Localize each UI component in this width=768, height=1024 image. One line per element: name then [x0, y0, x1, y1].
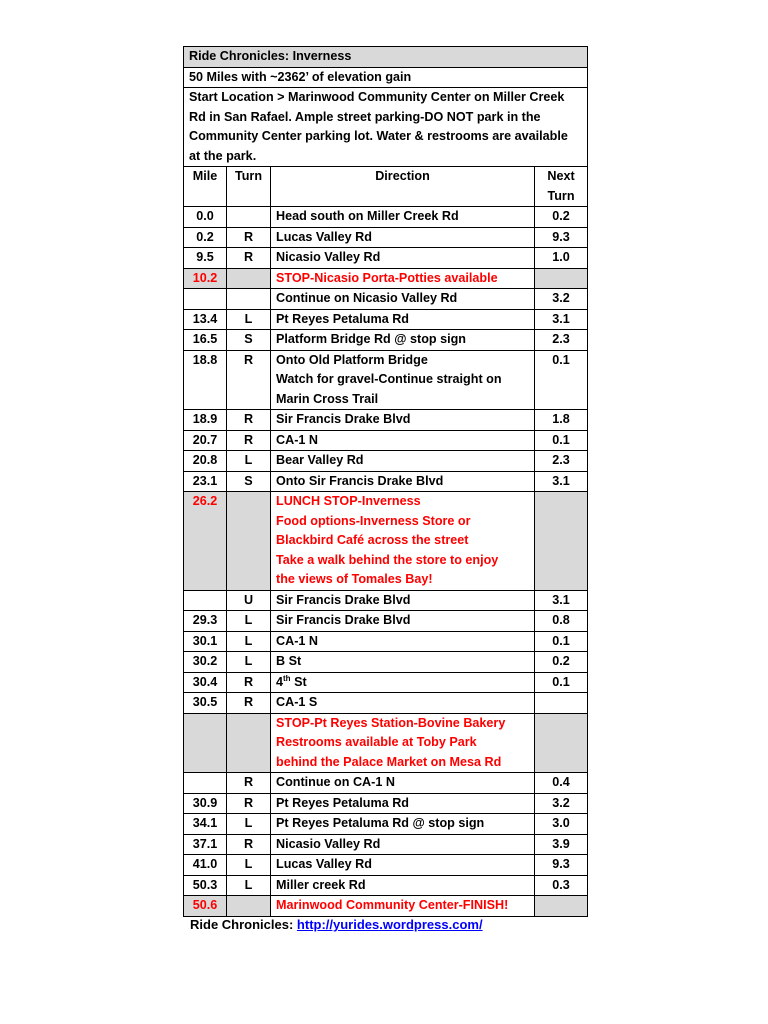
next-turn-cell: 0.2 [535, 652, 588, 673]
table-row [184, 672, 588, 693]
turn-cell: R [227, 693, 271, 714]
next-turn-cell: 2.3 [535, 330, 588, 351]
turn-cell: R [227, 834, 271, 855]
col-turn: Turn [227, 167, 271, 207]
table-row [184, 430, 588, 451]
table-row [184, 855, 588, 876]
table-row [184, 611, 588, 632]
next-turn-cell [535, 896, 588, 917]
direction-line: Watch for gravel-Continue straight on [276, 372, 502, 386]
turn-cell: R [227, 227, 271, 248]
table-row [184, 793, 588, 814]
direction-cell [271, 430, 535, 451]
direction-line: Nicasio Valley Rd [276, 836, 381, 851]
next-turn-cell: 3.2 [535, 793, 588, 814]
table-row [184, 227, 588, 248]
mile-cell: 34.1 [184, 814, 227, 835]
direction-cell [271, 631, 535, 652]
mile-cell [184, 713, 227, 773]
direction-cell [271, 289, 535, 310]
mile-cell: 41.0 [184, 855, 227, 876]
direction-line: Nicasio Valley Rd [276, 250, 381, 264]
direction-line: Pt Reyes Petaluma Rd @ stop sign [276, 816, 485, 830]
direction-cell [271, 451, 535, 472]
direction-line: Onto Sir Francis Drake Blvd [276, 473, 444, 488]
turn-cell: S [227, 330, 271, 351]
direction-cell [271, 268, 535, 289]
turn-cell: R [227, 248, 271, 269]
mile-cell: 0.2 [184, 227, 227, 248]
direction-line: Sir Francis Drake Blvd [276, 592, 411, 607]
direction-line: Head south on Miller Creek Rd [276, 209, 459, 223]
turn-cell [227, 896, 271, 917]
table-row [184, 207, 588, 228]
direction-line: Marinwood Community Center-FINISH! [276, 898, 509, 912]
next-turn-cell: 9.3 [535, 227, 588, 248]
direction-cell [271, 834, 535, 855]
column-header-row [184, 167, 588, 207]
direction-line: CA-1 S [276, 695, 318, 709]
mile-cell: 50.6 [184, 896, 227, 917]
turn-cell: L [227, 652, 271, 673]
table-row [184, 350, 588, 410]
mile-cell: 50.3 [184, 875, 227, 896]
table-row [184, 896, 588, 917]
turn-cell: R [227, 430, 271, 451]
next-turn-cell: 3.0 [535, 814, 588, 835]
turn-cell: R [227, 350, 271, 410]
direction-line: Take a walk behind the store to enjoy [276, 552, 499, 567]
turn-cell: S [227, 471, 271, 492]
next-turn-cell: 1.0 [535, 248, 588, 269]
turn-cell [227, 268, 271, 289]
table-row [184, 631, 588, 652]
next-turn-cell [535, 693, 588, 714]
col-direction: Direction [271, 167, 535, 207]
turn-cell: L [227, 814, 271, 835]
col-next-turn: Next Turn [535, 167, 588, 207]
next-turn-cell: 3.2 [535, 289, 588, 310]
table-row [184, 248, 588, 269]
direction-line: Lucas Valley Rd [276, 229, 372, 244]
table-row [184, 834, 588, 855]
table-row [184, 590, 588, 611]
direction-line: the views of Tomales Bay! [276, 572, 433, 586]
next-turn-cell: 0.4 [535, 773, 588, 794]
direction-cell [271, 350, 535, 410]
mile-cell: 13.4 [184, 309, 227, 330]
direction-cell [271, 309, 535, 330]
table-row [184, 451, 588, 472]
direction-line: CA-1 N [276, 432, 318, 447]
table-row [184, 713, 588, 773]
direction-cell [271, 207, 535, 228]
direction-line: Continue on CA-1 N [276, 775, 395, 789]
table-row [184, 410, 588, 431]
direction-cell [271, 330, 535, 351]
direction-cell [271, 227, 535, 248]
next-turn-cell [535, 492, 588, 591]
direction-cell [271, 855, 535, 876]
ride-title: Ride Chronicles: Inverness [184, 47, 588, 68]
direction-line: STOP-Pt Reyes Station-Bovine Bakery [276, 715, 506, 730]
next-turn-cell: 0.1 [535, 430, 588, 451]
turn-cell: L [227, 451, 271, 472]
turn-cell: R [227, 793, 271, 814]
next-turn-cell: 2.3 [535, 451, 588, 472]
next-turn-cell: 0.3 [535, 875, 588, 896]
turn-cell: U [227, 590, 271, 611]
direction-line: Blackbird Café across the street [276, 533, 469, 547]
direction-line: Lucas Valley Rd [276, 857, 372, 871]
direction-line: Restrooms available at Toby Park [276, 735, 477, 749]
next-turn-cell: 0.1 [535, 672, 588, 693]
turn-cell: L [227, 611, 271, 632]
mile-cell: 26.2 [184, 492, 227, 591]
table-row [184, 471, 588, 492]
mile-cell: 30.5 [184, 693, 227, 714]
direction-cell [271, 248, 535, 269]
direction-line: Bear Valley Rd [276, 453, 364, 467]
turn-cell: L [227, 855, 271, 876]
direction-cell [271, 590, 535, 611]
start-location: Start Location > Marinwood Community Center on Miller Creek Rd in San Rafael. Ample street parking-DO NOT park in the Community Center parking lot. Water & restrooms are available at the park. [184, 88, 588, 167]
direction-line: Miller creek Rd [276, 877, 366, 892]
title-row [184, 47, 588, 68]
next-turn-cell: 3.9 [535, 834, 588, 855]
direction-cell [271, 471, 535, 492]
direction-line: Marin Cross Trail [276, 391, 379, 406]
direction-cell [271, 896, 535, 917]
turn-cell [227, 713, 271, 773]
direction-line: Pt Reyes Petaluma Rd [276, 311, 409, 326]
mile-cell: 30.2 [184, 652, 227, 673]
direction-line: Pt Reyes Petaluma Rd [276, 795, 409, 810]
direction-line: Sir Francis Drake Blvd [276, 412, 411, 426]
direction-line: Sir Francis Drake Blvd [276, 613, 411, 627]
direction-line: B St [276, 654, 302, 668]
table-row [184, 814, 588, 835]
mile-cell: 23.1 [184, 471, 227, 492]
direction-line: 4th St [276, 673, 307, 689]
direction-line: Onto Old Platform Bridge [276, 352, 428, 367]
next-turn-cell: 0.1 [535, 350, 588, 410]
next-turn-cell [535, 713, 588, 773]
direction-line: STOP-Nicasio Porta-Potties available [276, 270, 498, 285]
ride-distance: 50 Miles with ~2362’ of elevation gain [184, 67, 588, 88]
next-turn-cell: 0.2 [535, 207, 588, 228]
direction-line: Food options-Inverness Store or [276, 513, 471, 528]
col-mile: Mile [184, 167, 227, 207]
next-turn-cell: 3.1 [535, 471, 588, 492]
direction-line: LUNCH STOP-Inverness [276, 494, 421, 508]
direction-cell [271, 652, 535, 673]
distance-row [184, 67, 588, 88]
mile-cell: 18.9 [184, 410, 227, 431]
turn-cell: R [227, 410, 271, 431]
footer-link[interactable]: http://yurides.wordpress.com/ [296, 917, 483, 932]
mile-cell: 18.8 [184, 350, 227, 410]
mile-cell: 10.2 [184, 268, 227, 289]
turn-cell [227, 207, 271, 228]
table-row [184, 268, 588, 289]
turn-cell: L [227, 631, 271, 652]
mile-cell: 20.8 [184, 451, 227, 472]
next-turn-cell: 9.3 [535, 855, 588, 876]
table-row [184, 652, 588, 673]
direction-cell [271, 814, 535, 835]
turn-cell: R [227, 672, 271, 693]
mile-cell: 30.9 [184, 793, 227, 814]
next-turn-cell [535, 268, 588, 289]
turn-cell [227, 289, 271, 310]
mile-cell: 9.5 [184, 248, 227, 269]
mile-cell: 29.3 [184, 611, 227, 632]
mile-cell: 0.0 [184, 207, 227, 228]
table-row [184, 875, 588, 896]
next-turn-cell: 0.1 [535, 631, 588, 652]
turn-cell [227, 492, 271, 591]
mile-cell: 16.5 [184, 330, 227, 351]
table-row [184, 289, 588, 310]
turn-cell: L [227, 875, 271, 896]
start-row [184, 88, 588, 167]
next-turn-cell: 1.8 [535, 410, 588, 431]
ordinal-suffix: th [283, 673, 291, 683]
direction-cell [271, 713, 535, 773]
direction-line: behind the Palace Market on Mesa Rd [276, 754, 502, 769]
direction-line: Continue on Nicasio Valley Rd [276, 291, 458, 305]
footer-label: Ride Chronicles: [190, 917, 297, 932]
direction-cell [271, 693, 535, 714]
mile-cell [184, 289, 227, 310]
direction-cell [271, 611, 535, 632]
direction-cell [271, 773, 535, 794]
direction-cell [271, 793, 535, 814]
next-turn-cell: 3.1 [535, 309, 588, 330]
direction-cell [271, 672, 535, 693]
mile-cell: 20.7 [184, 430, 227, 451]
mile-cell: 30.1 [184, 631, 227, 652]
table-row [184, 309, 588, 330]
footer [190, 917, 483, 932]
direction-cell [271, 875, 535, 896]
mile-cell [184, 773, 227, 794]
direction-line: Platform Bridge Rd @ stop sign [276, 332, 467, 346]
direction-cell [271, 410, 535, 431]
direction-line: CA-1 N [276, 633, 318, 648]
table-row [184, 492, 588, 591]
mile-cell: 30.4 [184, 672, 227, 693]
direction-cell [271, 492, 535, 591]
mile-cell: 37.1 [184, 834, 227, 855]
mile-cell [184, 590, 227, 611]
cue-sheet-table [183, 46, 588, 917]
turn-cell: R [227, 773, 271, 794]
table-row [184, 693, 588, 714]
turn-cell: L [227, 309, 271, 330]
table-row [184, 330, 588, 351]
table-row [184, 773, 588, 794]
next-turn-cell: 3.1 [535, 590, 588, 611]
next-turn-cell: 0.8 [535, 611, 588, 632]
